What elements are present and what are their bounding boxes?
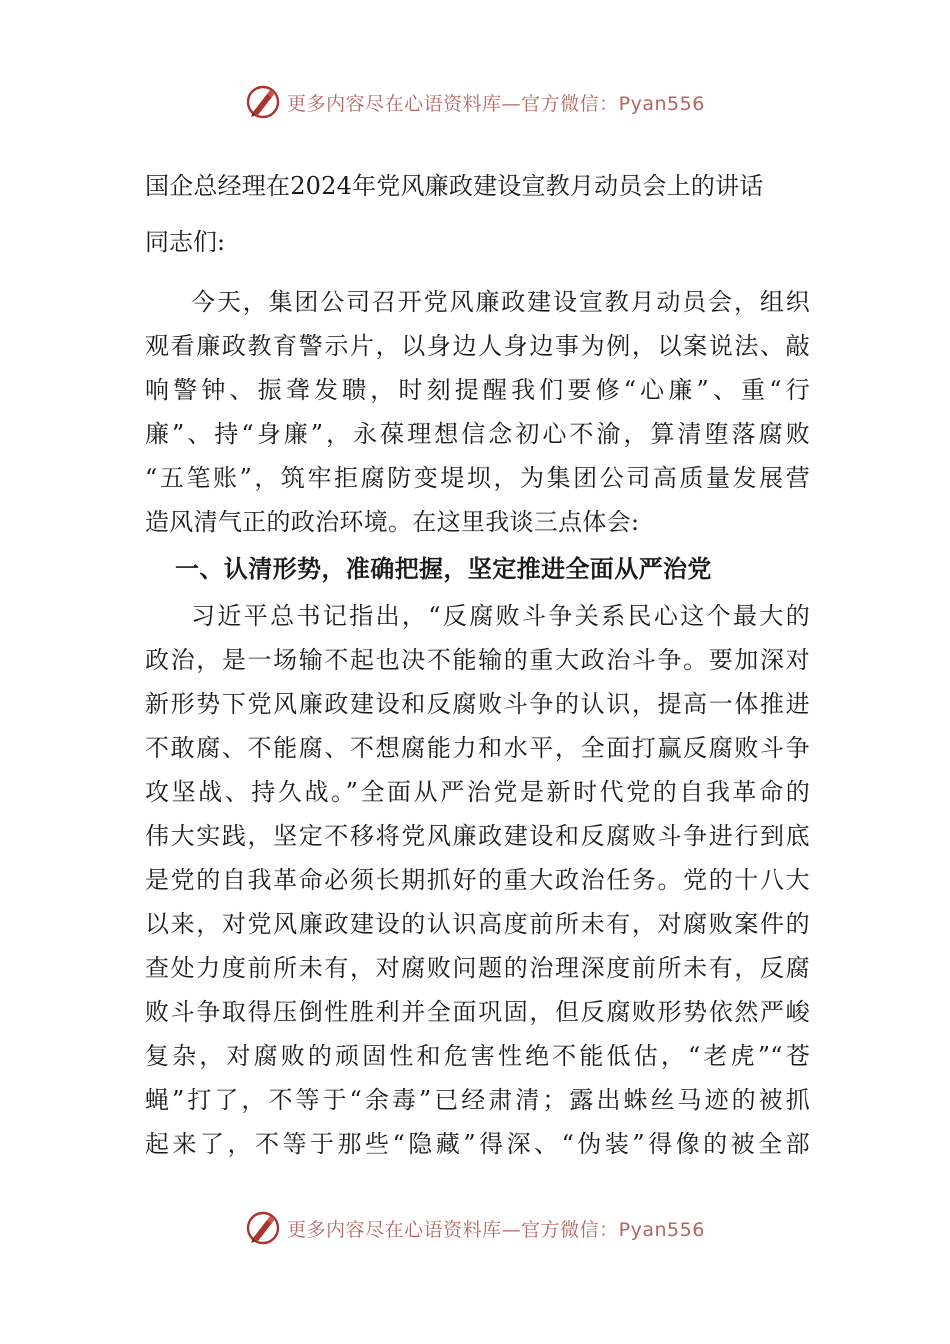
- banner-promo-text: 更多内容尽在心语资料库—官方微信：: [287, 92, 619, 115]
- header-banner: [0, 80, 950, 124]
- paragraph-line: 今天，集团公司召开党风廉政建设宣教月动员会，组织: [191, 288, 810, 316]
- paragraph-line: 造风清气正的政治环境。在这里我谈三点体会:: [145, 508, 640, 536]
- paragraph-line: “五笔账”，筑牢拒腐防变堤坝，为集团公司高质量发展营: [145, 464, 810, 492]
- banner-wechat-id: Pyan556: [618, 1218, 705, 1241]
- greeting: 同志们:: [145, 228, 226, 256]
- paragraph-line: 复杂，对腐败的顽固性和危害性绝不能低估，“老虎”“苍: [145, 1042, 810, 1070]
- paragraph-line: 廉”、持“身廉”，永葆理想信念初心不渝，算清堕落腐败: [145, 420, 810, 448]
- paragraph-line: 蝇”打了，不等于“余毒”已经肃清；露出蛛丝马迹的被抓: [145, 1086, 810, 1114]
- document-title: 国企总经理在2024年党风廉政建设宣教月动员会上的讲话: [145, 172, 764, 200]
- paragraph-line: 观看廉政教育警示片，以身边人身边事为例，以案说法、敲: [145, 332, 810, 360]
- paragraph-line: 败斗争取得压倒性胜利并全面巩固，但反腐败形势依然严峻: [145, 998, 810, 1026]
- paragraph-line: 新形势下党风廉政建设和反腐败斗争的认识，提高一体推进: [145, 690, 810, 718]
- paragraph-2: [145, 594, 810, 1166]
- document-body: [145, 162, 810, 1166]
- paragraph-line: 响警钟、振聋发聩，时刻提醒我们要修“心廉”、重“行: [145, 376, 810, 404]
- paragraph-1: [145, 280, 810, 544]
- pen-logo-icon: [245, 1210, 281, 1246]
- banner-promo-text: 更多内容尽在心语资料库—官方微信：: [287, 1218, 619, 1241]
- paragraph-line: 攻坚战、持久战。”全面从严治党是新时代党的自我革命的: [145, 778, 810, 806]
- paragraph-line: 伟大实践，坚定不移将党风廉政建设和反腐败斗争进行到底: [145, 822, 810, 850]
- paragraph-line: 不敢腐、不能腐、不想腐能力和水平，全面打赢反腐败斗争: [145, 734, 810, 762]
- paragraph-line: 政治，是一场输不起也决不能输的重大政治斗争。要加深对: [145, 646, 810, 674]
- footer-banner: [0, 1206, 950, 1250]
- banner-text: [287, 89, 705, 116]
- paragraph-line: 起来了，不等于那些“隐藏”得深、“伪装”得像的被全部: [145, 1130, 810, 1158]
- pen-logo-icon: [245, 84, 281, 120]
- paragraph-line: 是党的自我革命必须长期抓好的重大政治任务。党的十八大: [145, 866, 810, 894]
- paragraph-line: 以来，对党风廉政建设的认识高度前所未有，对腐败案件的: [145, 910, 810, 938]
- section-heading-1: 一、认清形势，准确把握，坚定推进全面从严治党: [175, 555, 712, 583]
- banner-wechat-id: Pyan556: [618, 92, 705, 115]
- paragraph-line: 查处力度前所未有，对腐败问题的治理深度前所未有，反腐: [145, 954, 810, 982]
- banner-text: [287, 1215, 705, 1242]
- paragraph-line: 习近平总书记指出，“反腐败斗争关系民心这个最大的: [191, 602, 810, 630]
